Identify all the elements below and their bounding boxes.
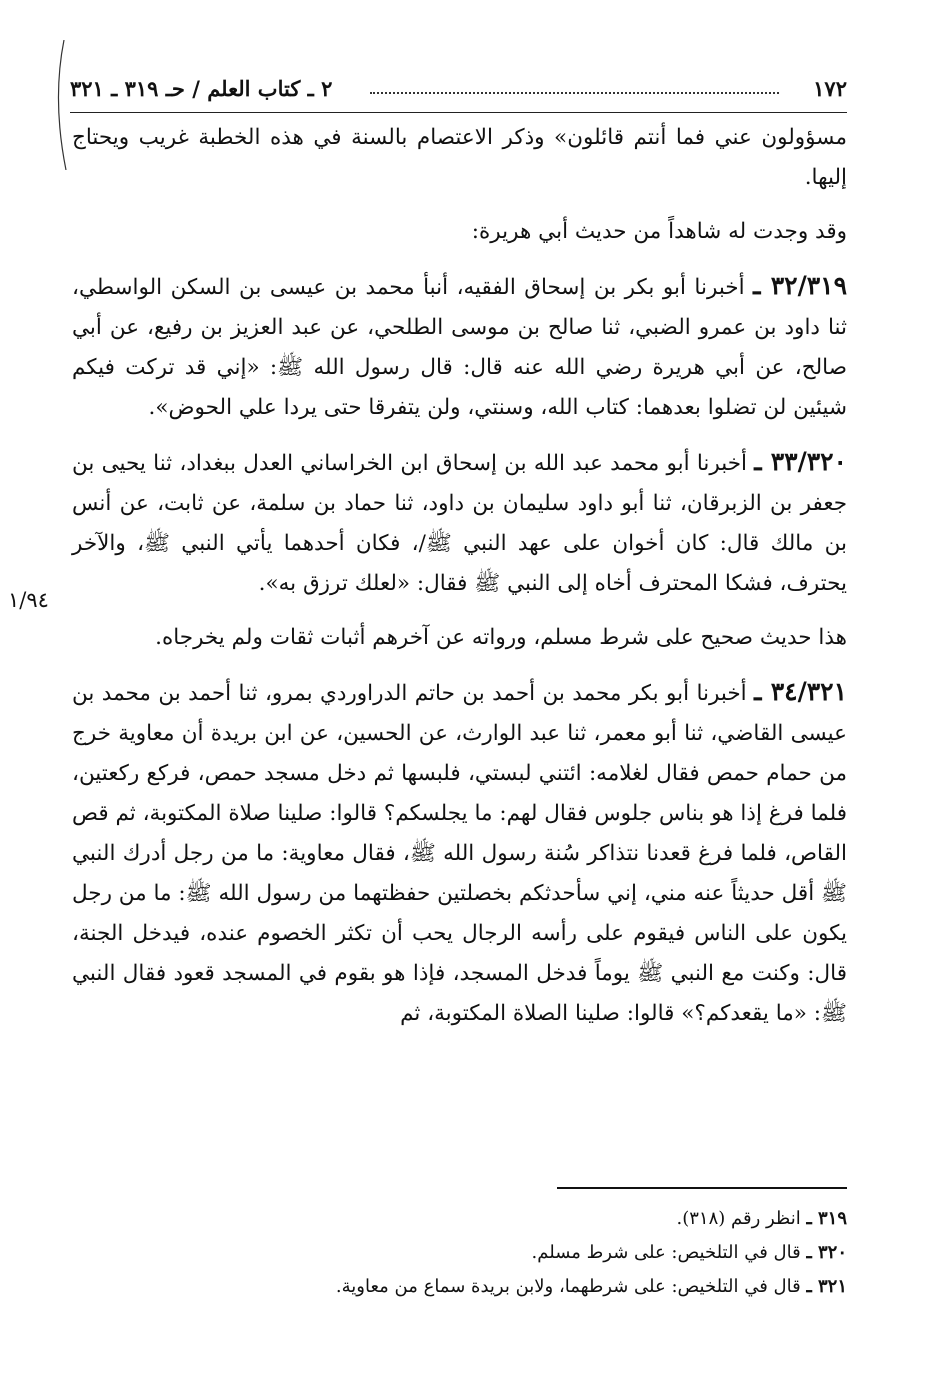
margin-volume-page-note: ١/٩٤	[8, 588, 49, 612]
page-number: ١٧٢	[813, 76, 847, 101]
paragraph-text: أخبرنا أبو بكر محمد بن أحمد بن حاتم الدراوردي بمرو، ثنا أحمد بن محمد بن عيسى القاضي، ثنا أبو معمر، ثنا عبد الوارث، عن الحسين، عن ابن بريدة أن معاوية خرج من حمام حمص فقال لغلامه: ائتني لبستي، فلبسها ثم دخل مسجد حمص، فركع ركعتين، فلما فرغ إذا هو بناس جلوس فقال لهم: ما يجلسكم؟ قالوا: صلينا صلاة المكتوبة، ثم قص القاص، فلما فرغ قعدنا نتذاكر سُنة رسول الله ﷺ، فقال معاوية: ما من رجل أدرك النبي ﷺ أقل حديثاً عنه مني، إني سأحدثكم بخصلتين حفظتهما من رسول الله ﷺ: ما من رجل يكون على الناس فيقوم على رأسه الرجال يحب أن تكثر الخصوم عنده، فيدخل الجنة، قال: وكنت مع النبي ﷺ يوماً فدخل المسجد، فإذا هو بقوم في المسجد قعود فقال النبي ﷺ: «ما يقعدكم؟» قالوا: صلينا الصلاة المكتوبة، ثم	[72, 681, 847, 1026]
footnote-number: ٣١٩ ـ	[806, 1208, 847, 1229]
paragraph-text: وقد وجدت له شاهداً من حديث أبي هريرة:	[471, 219, 847, 244]
running-title: ٢ ـ كتاب العلم / حـ ٣١٩ ـ ٣٢١	[70, 76, 333, 101]
paragraph-text: أخبرنا أبو بكر بن إسحاق الفقيه، أنبأ محمد بن عيسى بن السكن الواسطي، ثنا داود بن عمرو الضبي، ثنا صالح بن موسى الطلحي، عن عبد العزيز بن رفيع، عن أبي صالح، عن أبي هريرة رضي الله عنه قال: قال رسول الله ﷺ: «إني قد تركت فيكم شيئين لن تضلوا بعدهما: كتاب الله، وسنتي، ولن يتفرقا حتى يردا علي الحوض».	[72, 275, 847, 420]
header-dot-leader	[370, 80, 779, 94]
footnote-text: قال في التلخيص: على شرط مسلم.	[531, 1242, 801, 1263]
footnotes	[200, 1202, 847, 1304]
footnote	[200, 1236, 847, 1270]
paragraph-text: هذا حديث صحيح على شرط مسلم، ورواته عن آخرهم أثبات ثقات ولم يخرجاه.	[155, 625, 847, 650]
paragraph	[72, 618, 847, 658]
footnote-text: انظر رقم (٣١٨).	[676, 1208, 801, 1229]
footnote	[200, 1202, 847, 1236]
footnote-divider	[557, 1187, 847, 1189]
hadith-number: ٣٣/٣٢٠ ـ	[754, 447, 847, 476]
footnote-number: ٣٢٠ ـ	[806, 1242, 847, 1263]
hadith-number: ٣٢/٣١٩ ـ	[753, 271, 848, 300]
hadith-paragraph	[72, 266, 847, 428]
footnote-text: قال في التلخيص: على شرطهما، ولابن بريدة سماع من معاوية.	[335, 1276, 801, 1297]
hadith-number: ٣٤/٣٢١ ـ	[754, 677, 848, 706]
paragraph-text: أخبرنا أبو محمد عبد الله بن إسحاق ابن الخراساني العدل ببغداد، ثنا يحيى بن جعفر بن الزبرقان، ثنا أبو داود سليمان بن داود، ثنا حماد بن سلمة، عن ثابت، عن أنس بن مالك قال: كان أخوان على عهد النبي ﷺ/، فكان أحدهما يأتي النبي ﷺ، والآخر يحترف، فشكا المحترف أخاه إلى النبي ﷺ فقال: «لعلك ترزق به».	[72, 451, 847, 596]
footnote	[200, 1270, 847, 1304]
paragraph	[72, 118, 847, 198]
paragraph	[72, 212, 847, 252]
margin-binding-curve	[50, 40, 70, 170]
hadith-paragraph	[72, 442, 847, 604]
running-header	[70, 70, 847, 113]
footnote-number: ٣٢١ ـ	[806, 1276, 847, 1297]
paragraph-text: مسؤولون عني فما أنتم قائلون» وذكر الاعتصام بالسنة في هذه الخطبة غريب ويحتاج إليها.	[72, 125, 847, 190]
hadith-paragraph	[72, 672, 847, 1034]
main-text	[72, 118, 847, 1048]
